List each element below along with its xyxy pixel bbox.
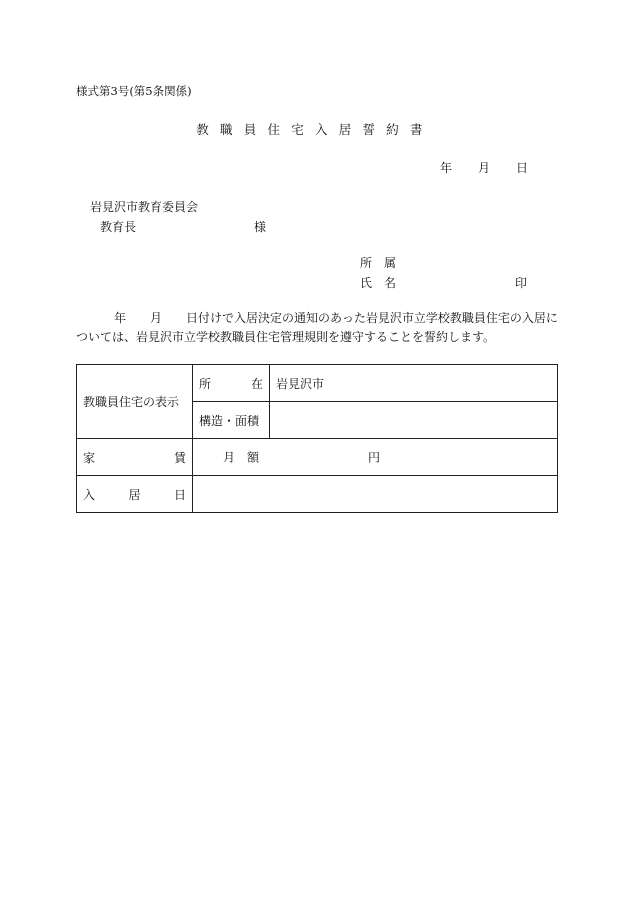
table-row xyxy=(77,439,558,476)
location-label-char1: 所 xyxy=(199,376,212,391)
date-month: 月 xyxy=(477,161,490,175)
pledge-month: 月 xyxy=(150,311,163,325)
structure-label: 構造・面積 xyxy=(199,413,260,428)
date-year: 年 xyxy=(439,161,452,175)
name-label-char1: 氏 xyxy=(360,276,373,290)
name-label xyxy=(360,277,396,289)
housing-label-cell xyxy=(77,365,193,439)
move-in-label-char3: 日 xyxy=(173,487,186,502)
location-label-cell xyxy=(193,365,270,402)
rent-value-cell[interactable] xyxy=(193,439,558,476)
name-label-char2: 名 xyxy=(384,276,397,290)
rent-label-char2: 賃 xyxy=(173,450,186,465)
pledge-line1-text: 日付けで入居決定の通知のあった岩見沢市立学校教職員住宅の入居に xyxy=(186,311,558,325)
addressee-organization: 岩見沢市教育委員会 xyxy=(90,200,199,214)
pledge-year: 年 xyxy=(114,311,127,325)
date-line xyxy=(440,162,528,174)
seal-label: 印 xyxy=(515,276,528,290)
document-title: 教職員住宅入居誓約書 xyxy=(196,122,434,137)
location-value: 岩見沢市 xyxy=(276,376,325,391)
form-number: 様式第3号(第5条関係) xyxy=(76,84,192,98)
department-label xyxy=(360,257,396,269)
department-label-char1: 所 xyxy=(360,256,373,270)
rent-label-char1: 家 xyxy=(83,450,96,465)
structure-label-cell xyxy=(193,402,270,439)
department-label-char2: 属 xyxy=(384,256,397,270)
rent-monthly-label: 月 額 xyxy=(223,450,260,465)
location-value-cell[interactable] xyxy=(270,365,558,402)
housing-label: 教職員住宅の表示 xyxy=(83,395,180,409)
table-row xyxy=(77,365,558,402)
housing-info-table xyxy=(76,364,558,513)
date-day: 日 xyxy=(515,161,528,175)
structure-value-cell[interactable] xyxy=(270,402,558,439)
rent-label-cell xyxy=(77,439,193,476)
move-in-value-cell[interactable] xyxy=(193,476,558,513)
move-in-label-cell xyxy=(77,476,193,513)
location-label-char2: 在 xyxy=(250,376,263,391)
rent-yen-label: 円 xyxy=(368,450,381,465)
table-row xyxy=(77,476,558,513)
pledge-text-line1 xyxy=(114,312,558,324)
move-in-label-char1: 入 xyxy=(83,487,96,502)
addressee-honorific: 様 xyxy=(254,220,267,234)
addressee-title: 教育長 xyxy=(100,220,137,234)
pledge-text-line2: ついては、岩見沢市立学校教職員住宅管理規則を遵守することを誓約します。 xyxy=(76,330,496,344)
move-in-label-char2: 居 xyxy=(128,487,141,502)
